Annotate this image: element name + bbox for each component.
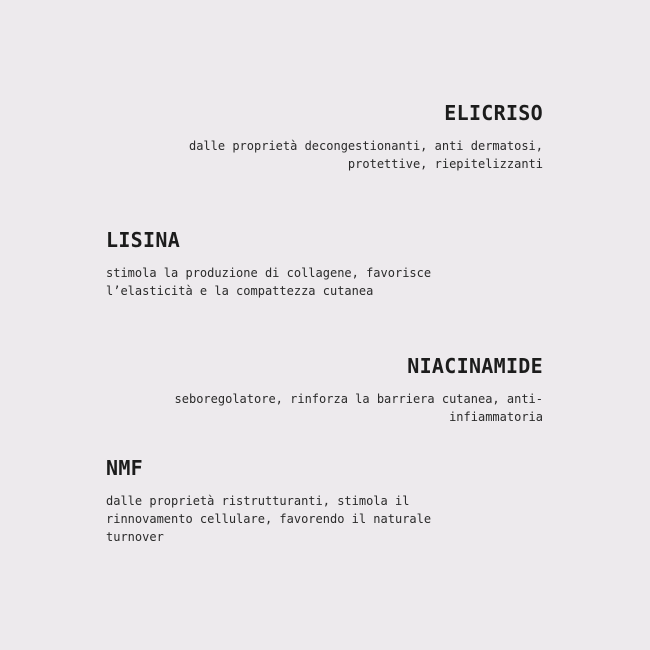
ingredient-description: seboregolatore, rinforza la barriera cutanea, anti- infiammatoria	[174, 392, 543, 424]
ingredient-title: ELICRISO	[444, 101, 543, 125]
ingredient-title: LISINA	[106, 228, 181, 252]
ingredient-title: NMF	[106, 456, 144, 480]
ingredient-description: dalle proprietà ristrutturanti, stimola il rinnovamento cellulare, favorendo il naturale turnover	[106, 494, 432, 544]
ingredient-title: NIACINAMIDE	[407, 354, 543, 378]
ingredient-block-lisina	[106, 228, 543, 300]
ingredient-description: stimola la produzione di collagene, favorisce l’elasticità e la compattezza cutanea	[106, 266, 432, 298]
ingredient-block-niacinamide	[106, 354, 543, 426]
ingredient-description: dalle proprietà decongestionanti, anti dermatosi, protettive, riepitelizzanti	[188, 139, 543, 171]
ingredient-block-elicriso	[106, 101, 543, 173]
ingredient-block-nmf	[106, 456, 543, 546]
